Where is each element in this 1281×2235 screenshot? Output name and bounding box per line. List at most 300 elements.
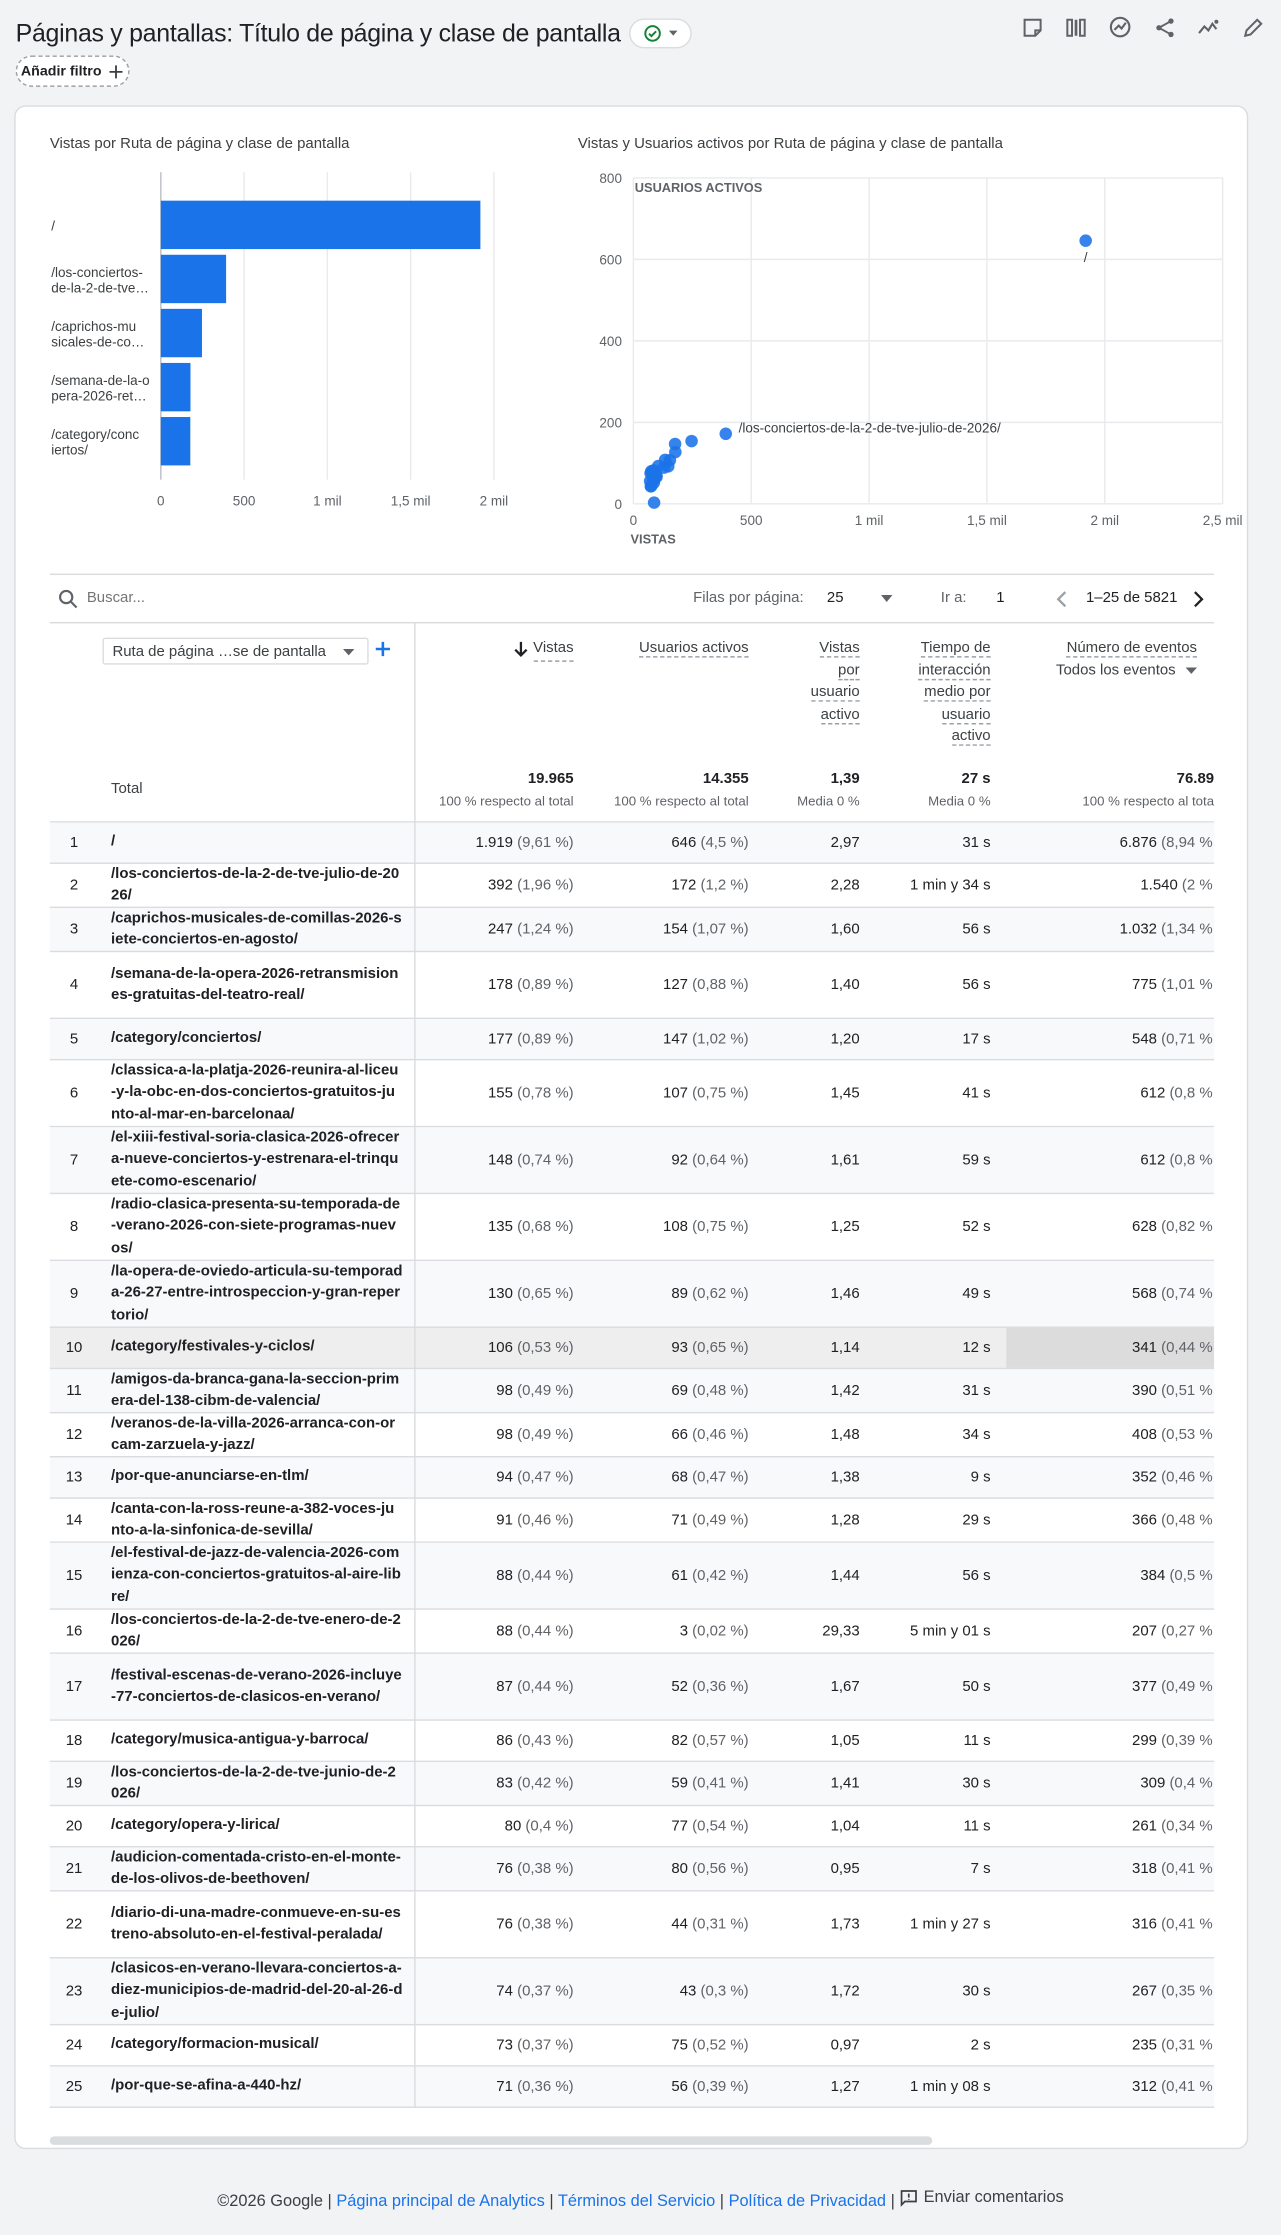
events-cell bbox=[1006, 864, 1214, 907]
users-percent: (0,62 %) bbox=[692, 1285, 749, 1303]
engagement-time-cell: 34 s bbox=[962, 1426, 991, 1444]
events-percent: (0,71 % bbox=[1161, 1030, 1213, 1048]
events-cell bbox=[1006, 952, 1214, 1017]
page-path-link[interactable]: /audicion-comentada-cristo-en-el-monte-de-los-olivos-de-beethoven/ bbox=[111, 1848, 401, 1888]
events-value: 384 bbox=[1140, 1567, 1166, 1585]
bar bbox=[161, 201, 481, 249]
events-cell bbox=[1006, 1457, 1214, 1497]
views-percent: (1,96 %) bbox=[517, 876, 574, 894]
page-path-link[interactable]: /canta-con-la-ross-reune-a-382-voces-junto-a-la-sinfonica-de-sevilla/ bbox=[111, 1499, 395, 1539]
users-percent: (0,31 %) bbox=[692, 1915, 749, 1933]
column-engagement-time[interactable] bbox=[918, 638, 990, 748]
bar bbox=[161, 255, 226, 303]
feedback-label: Enviar comentarios bbox=[923, 2189, 1064, 2207]
events-percent: (0,34 % bbox=[1161, 1817, 1213, 1835]
page-path-link[interactable]: /caprichos-musicales-de-comillas-2026-siete-conciertos-en-agosto/ bbox=[111, 908, 402, 948]
users-cell bbox=[680, 1983, 749, 2000]
table-row[interactable] bbox=[50, 1721, 1214, 1762]
page-path-link[interactable]: /veranos-de-la-villa-2026-arranca-con-orcam-zarzuela-y-jazz/ bbox=[111, 1414, 396, 1454]
users-cell bbox=[671, 1426, 748, 1443]
totals-time bbox=[928, 770, 991, 808]
events-cell bbox=[1006, 1847, 1214, 1890]
rows-per-page-label: Filas por página: bbox=[693, 589, 804, 607]
table-row[interactable] bbox=[50, 864, 1214, 908]
page-path-link[interactable]: /el-xiii-festival-soria-clasica-2026-ofrecera-nueve-conciertos-y-estrenara-el-trinquete-como-escenario/ bbox=[111, 1128, 400, 1190]
users-value: 69 bbox=[671, 1382, 689, 1400]
table-row[interactable] bbox=[50, 1543, 1214, 1610]
caret-down-icon bbox=[667, 27, 678, 38]
column-time-line-5: activo bbox=[951, 727, 991, 745]
users-percent: (0,75 %) bbox=[692, 1084, 749, 1102]
users-cell bbox=[663, 1030, 749, 1047]
views-value: 91 bbox=[496, 1511, 513, 1529]
engagement-time-cell: 56 s bbox=[962, 1567, 991, 1585]
terms-link[interactable]: Términos del Servicio bbox=[557, 2193, 716, 2211]
users-value: 44 bbox=[671, 1915, 689, 1933]
status-dropdown[interactable] bbox=[629, 18, 692, 48]
users-value: 107 bbox=[663, 1084, 689, 1102]
search-input[interactable] bbox=[87, 584, 315, 612]
events-value: 568 bbox=[1132, 1285, 1157, 1303]
table-row[interactable] bbox=[50, 1762, 1214, 1806]
totals-row bbox=[50, 754, 1214, 822]
rows-per-page-select[interactable]: 25 bbox=[826, 589, 844, 607]
y-tick-label: 400 bbox=[599, 333, 622, 349]
users-cell bbox=[663, 1218, 749, 1235]
table-row[interactable] bbox=[50, 1610, 1214, 1654]
goto-page-input[interactable]: 1 bbox=[996, 589, 1005, 607]
users-percent: (0,88 %) bbox=[692, 976, 749, 994]
page-path-link[interactable]: /la-opera-de-oviedo-articula-su-temporada-26-27-entre-introspeccion-y-gran-repertorio/ bbox=[111, 1262, 403, 1324]
views-cell bbox=[496, 1567, 573, 1584]
users-value: 108 bbox=[663, 1218, 689, 1236]
scatter-point bbox=[648, 496, 661, 509]
users-percent: (4,5 %) bbox=[700, 834, 749, 852]
engagement-time-cell: 1 min y 08 s bbox=[910, 2078, 991, 2096]
users-cell bbox=[671, 1775, 748, 1792]
views-percent: (0,78 %) bbox=[517, 1084, 574, 1102]
table-row[interactable] bbox=[50, 2025, 1214, 2066]
bar-category-label: /los-conciertos- bbox=[51, 264, 143, 280]
compare-icon[interactable] bbox=[1065, 16, 1088, 39]
users-value: 89 bbox=[671, 1285, 689, 1303]
table-row[interactable] bbox=[50, 823, 1214, 864]
engagement-time-cell: 17 s bbox=[962, 1030, 991, 1048]
row-index: 14 bbox=[65, 1511, 83, 1529]
add-filter-label: Añadir filtro bbox=[20, 63, 102, 79]
users-value: 75 bbox=[671, 2036, 689, 2054]
events-percent: (0,41 % bbox=[1161, 1915, 1213, 1933]
users-cell bbox=[671, 1732, 748, 1749]
page-path-link[interactable]: /amigos-da-branca-gana-la-seccion-primera-del-138-cibm-de-valencia/ bbox=[111, 1369, 400, 1410]
events-filter-select[interactable] bbox=[1056, 660, 1197, 682]
page-path-link[interactable]: /festival-escenas-de-verano-2026-incluye-77-conciertos-de-clasicos-en-verano/ bbox=[111, 1665, 402, 1706]
x-tick-label: 500 bbox=[232, 493, 256, 509]
views-per-user-cell: 1,48 bbox=[830, 1426, 860, 1444]
users-value: 52 bbox=[671, 1678, 689, 1696]
page-path-link[interactable]: /los-conciertos-de-la-2-de-tve-junio-de-2026/ bbox=[111, 1762, 396, 1802]
x-tick-label: 0 bbox=[157, 493, 165, 509]
views-per-user-cell: 29,33 bbox=[822, 1622, 860, 1640]
users-percent: (1,02 %) bbox=[692, 1030, 749, 1048]
add-filter-button[interactable] bbox=[16, 56, 130, 87]
users-cell bbox=[663, 1085, 749, 1102]
table-row[interactable] bbox=[50, 908, 1214, 952]
users-cell bbox=[671, 1916, 748, 1933]
check-circle-icon bbox=[643, 23, 662, 42]
row-index: 22 bbox=[65, 1915, 83, 1933]
dimension-select[interactable] bbox=[102, 638, 368, 665]
users-percent: (0,48 %) bbox=[692, 1382, 749, 1400]
views-value: 177 bbox=[487, 1030, 513, 1048]
row-index: 4 bbox=[69, 976, 79, 994]
users-cell bbox=[671, 1469, 748, 1486]
page-path-link[interactable]: /category/conciertos/ bbox=[111, 1029, 262, 1047]
events-cell bbox=[1006, 2067, 1214, 2107]
table-row[interactable] bbox=[50, 1892, 1214, 1959]
page-path-link[interactable]: /category/musica-antigua-y-barroca/ bbox=[111, 1731, 369, 1749]
users-cell bbox=[671, 1818, 748, 1835]
views-percent: (0,38 %) bbox=[517, 1860, 574, 1878]
users-cell bbox=[671, 877, 748, 894]
users-percent: (0,57 %) bbox=[692, 1732, 749, 1750]
engagement-time-cell: 1 min y 27 s bbox=[910, 1915, 991, 1933]
row-index: 12 bbox=[65, 1426, 83, 1444]
feedback-button[interactable] bbox=[899, 2189, 1063, 2206]
page-path-link[interactable]: /el-festival-de-jazz-de-valencia-2026-comienza-con-conciertos-gratuitos-al-aire-libre/ bbox=[111, 1543, 401, 1606]
table-row[interactable] bbox=[50, 1328, 1214, 1369]
scatter-point bbox=[644, 475, 657, 488]
events-percent: (1,34 % bbox=[1161, 920, 1213, 938]
views-value: 88 bbox=[496, 1622, 513, 1640]
users-percent: (0,64 %) bbox=[692, 1151, 749, 1169]
events-cell bbox=[1006, 2025, 1214, 2065]
events-percent: (0,31 % bbox=[1161, 2036, 1213, 2054]
column-active-users[interactable] bbox=[639, 638, 749, 660]
events-value: 316 bbox=[1132, 1915, 1157, 1933]
views-per-user-cell: 1,60 bbox=[830, 920, 860, 938]
users-percent: (0,54 %) bbox=[692, 1817, 749, 1835]
page-path-link[interactable]: /por-que-se-afina-a-440-hz/ bbox=[111, 2076, 302, 2095]
views-percent: (9,61 %) bbox=[517, 834, 574, 852]
column-time-line-2: interacción bbox=[918, 661, 991, 679]
caret-down-icon bbox=[343, 649, 354, 656]
users-cell bbox=[671, 1567, 748, 1584]
page-path-link[interactable]: /radio-clasica-presenta-su-temporada-de-verano-2026-con-siete-programas-nuevos/ bbox=[111, 1195, 401, 1257]
events-percent: (0,27 % bbox=[1161, 1622, 1213, 1640]
events-value: 352 bbox=[1132, 1468, 1157, 1486]
views-cell bbox=[496, 2037, 573, 2054]
row-index: 13 bbox=[65, 1468, 83, 1486]
x-tick-label: 2,5 mil bbox=[1202, 513, 1243, 529]
views-per-user-cell: 1,67 bbox=[830, 1678, 860, 1696]
views-percent: (0,4 %) bbox=[525, 1817, 574, 1835]
table-row[interactable] bbox=[50, 2067, 1214, 2108]
dimension-label: Ruta de página …se de pantalla bbox=[112, 642, 326, 660]
page-path-link[interactable]: /category/formacion-musical/ bbox=[111, 2035, 319, 2053]
privacy-link[interactable]: Política de Privacidad bbox=[728, 2193, 887, 2211]
bar bbox=[161, 363, 191, 411]
column-events-label: Número de eventos bbox=[1066, 639, 1197, 657]
row-index: 8 bbox=[69, 1218, 79, 1236]
views-value: 106 bbox=[487, 1339, 513, 1357]
bar-category-label: /semana-de-la-o bbox=[51, 373, 150, 389]
insights-icon[interactable] bbox=[1109, 16, 1132, 39]
views-value: 94 bbox=[496, 1468, 513, 1486]
views-cell bbox=[488, 1030, 574, 1047]
views-percent: (0,47 %) bbox=[517, 1468, 574, 1486]
y-tick-label: 0 bbox=[614, 496, 622, 512]
events-value: 1.032 bbox=[1119, 920, 1157, 938]
events-cell bbox=[1006, 1762, 1214, 1805]
users-value: 80 bbox=[671, 1860, 689, 1878]
views-per-user-cell: 0,95 bbox=[830, 1860, 860, 1878]
caret-down-icon bbox=[1186, 667, 1197, 674]
bar-category-label: /category/conc bbox=[51, 427, 140, 443]
trend-icon[interactable] bbox=[1197, 16, 1220, 39]
views-per-user-cell: 1,14 bbox=[830, 1339, 860, 1357]
chevron-right-icon[interactable] bbox=[1193, 591, 1204, 608]
table-row[interactable] bbox=[50, 1261, 1214, 1328]
users-cell bbox=[671, 1678, 748, 1695]
views-value: 86 bbox=[496, 1732, 513, 1750]
table-row[interactable] bbox=[50, 1194, 1214, 1261]
column-ratio-line-3: usuario bbox=[810, 683, 860, 701]
totals-ratio-sub: Media 0 % bbox=[797, 794, 860, 809]
users-cell bbox=[671, 1860, 748, 1877]
events-percent: (0,74 % bbox=[1161, 1285, 1213, 1303]
engagement-time-cell: 59 s bbox=[962, 1151, 991, 1169]
analytics-home-link[interactable]: Página principal de Analytics bbox=[336, 2193, 545, 2211]
x-tick-label: 500 bbox=[739, 513, 763, 529]
users-value: 68 bbox=[671, 1468, 689, 1486]
views-value: 148 bbox=[487, 1151, 513, 1169]
bar-category-label: de-la-2-de-tve… bbox=[51, 280, 149, 296]
events-filter-label: Todos los eventos bbox=[1055, 661, 1176, 679]
users-value: 3 bbox=[679, 1622, 689, 1640]
table-row[interactable] bbox=[50, 1847, 1214, 1891]
users-cell bbox=[671, 1285, 748, 1302]
x-tick-label: 2 mil bbox=[479, 493, 509, 509]
row-index: 15 bbox=[65, 1567, 83, 1585]
users-value: 127 bbox=[663, 976, 689, 994]
engagement-time-cell: 52 s bbox=[962, 1218, 991, 1236]
row-index: 10 bbox=[65, 1339, 83, 1357]
views-cell bbox=[496, 2078, 573, 2095]
row-index: 21 bbox=[65, 1860, 83, 1878]
views-per-user-cell: 1,27 bbox=[830, 2078, 860, 2096]
footer bbox=[0, 2189, 1281, 2210]
engagement-time-cell: 9 s bbox=[970, 1468, 991, 1486]
row-index: 19 bbox=[65, 1774, 83, 1792]
users-percent: (0,49 %) bbox=[692, 1511, 749, 1529]
views-percent: (0,44 %) bbox=[517, 1622, 574, 1640]
users-value: 172 bbox=[671, 876, 697, 894]
page-path-link[interactable]: /category/festivales-y-ciclos/ bbox=[111, 1338, 315, 1356]
report-card bbox=[14, 105, 1248, 2149]
column-views-per-user[interactable] bbox=[811, 638, 860, 726]
engagement-time-cell: 7 s bbox=[970, 1860, 991, 1878]
events-cell bbox=[1006, 1721, 1214, 1761]
views-percent: (0,36 %) bbox=[517, 2078, 574, 2096]
users-value: 71 bbox=[671, 1511, 689, 1529]
table-row[interactable] bbox=[50, 1369, 1214, 1413]
engagement-time-cell: 31 s bbox=[962, 834, 991, 852]
column-event-count[interactable] bbox=[1056, 638, 1197, 682]
totals-time-value: 27 s bbox=[961, 770, 991, 788]
bar-category-label: iertos/ bbox=[51, 442, 89, 458]
footer-separator: | bbox=[549, 2193, 554, 2211]
events-value: 6.876 bbox=[1119, 834, 1157, 852]
users-percent: (0,56 %) bbox=[692, 1860, 749, 1878]
engagement-time-cell: 56 s bbox=[962, 976, 991, 994]
users-percent: (0,47 %) bbox=[692, 1468, 749, 1486]
views-per-user-cell: 1,46 bbox=[830, 1285, 860, 1303]
scatter-point bbox=[669, 438, 682, 451]
column-views[interactable] bbox=[513, 638, 573, 661]
views-per-user-cell: 1,20 bbox=[830, 1030, 860, 1048]
events-cell bbox=[1006, 1369, 1214, 1412]
x-tick-label: 1,5 mil bbox=[390, 493, 431, 509]
views-cell bbox=[488, 1218, 574, 1235]
row-index: 6 bbox=[69, 1084, 79, 1102]
add-dimension-icon[interactable] bbox=[374, 640, 391, 657]
users-value: 77 bbox=[671, 1817, 689, 1835]
events-cell bbox=[1006, 1543, 1214, 1608]
page-path-link[interactable]: /diario-di-una-madre-conmueve-en-su-estreno-absoluto-en-el-festival-peralada/ bbox=[111, 1903, 401, 1943]
views-cell bbox=[488, 1085, 574, 1102]
page-path-link[interactable]: /los-conciertos-de-la-2-de-tve-enero-de-2026/ bbox=[111, 1610, 401, 1650]
column-ratio-line-1: Vistas bbox=[819, 639, 860, 657]
horizontal-scrollbar[interactable] bbox=[50, 2136, 932, 2145]
table-row[interactable] bbox=[50, 1060, 1214, 1127]
column-users-label: Usuarios activos bbox=[639, 639, 749, 657]
events-cell bbox=[1006, 1654, 1214, 1719]
table-row[interactable] bbox=[50, 952, 1214, 1019]
views-per-user-cell: 1,44 bbox=[830, 1567, 860, 1585]
events-cell bbox=[1006, 1328, 1214, 1368]
views-value: 247 bbox=[487, 920, 513, 938]
bar bbox=[161, 417, 190, 465]
table-row[interactable] bbox=[50, 1654, 1214, 1721]
goto-label: Ir a: bbox=[940, 589, 967, 607]
events-value: 548 bbox=[1132, 1030, 1157, 1048]
report-toolbar bbox=[1021, 16, 1264, 39]
totals-users-sub: 100 % respecto al total bbox=[614, 794, 749, 809]
views-cell bbox=[496, 1623, 573, 1640]
page-path-link[interactable]: /classica-a-la-platja-2026-reunira-al-liceu-y-la-obc-en-dos-conciertos-gratuitos-junto-al-mar-en-barcelonaa/ bbox=[111, 1061, 399, 1123]
note-icon[interactable] bbox=[1021, 16, 1044, 39]
column-views-label: Vistas bbox=[533, 638, 573, 661]
views-value: 87 bbox=[496, 1678, 513, 1696]
views-percent: (0,49 %) bbox=[517, 1426, 574, 1444]
scatter-chart-title: Vistas y Usuarios activos por Ruta de página y clase de pantalla bbox=[577, 135, 1003, 153]
views-cell bbox=[496, 1860, 573, 1877]
events-percent: (0,51 % bbox=[1161, 1382, 1213, 1400]
table-row[interactable] bbox=[50, 1127, 1214, 1194]
views-value: 83 bbox=[496, 1774, 513, 1792]
page-path-link[interactable]: /category/opera-y-lirica/ bbox=[111, 1816, 280, 1834]
table-row[interactable] bbox=[50, 1413, 1214, 1457]
users-value: 61 bbox=[671, 1567, 689, 1585]
events-cell bbox=[1006, 1892, 1214, 1957]
events-cell bbox=[1006, 1261, 1214, 1326]
page-path-link[interactable]: /semana-de-la-opera-2026-retransmisiones-gratuitas-del-teatro-real/ bbox=[111, 964, 399, 1004]
users-value: 646 bbox=[671, 834, 697, 852]
chevron-left-icon[interactable] bbox=[1056, 591, 1067, 608]
events-cell bbox=[1006, 1060, 1214, 1125]
views-value: 130 bbox=[487, 1285, 513, 1303]
y-tick-label: 200 bbox=[599, 415, 622, 431]
table-row[interactable] bbox=[50, 1457, 1214, 1498]
column-divider bbox=[414, 622, 415, 2107]
users-cell bbox=[663, 921, 749, 938]
users-percent: (0,52 %) bbox=[692, 2036, 749, 2054]
views-cell bbox=[496, 1678, 573, 1695]
row-index: 25 bbox=[65, 2078, 83, 2096]
table-row[interactable] bbox=[50, 1019, 1214, 1060]
users-value: 66 bbox=[671, 1426, 689, 1444]
engagement-time-cell: 2 s bbox=[970, 2036, 991, 2054]
views-cell bbox=[505, 1818, 574, 1835]
table-row[interactable] bbox=[50, 1958, 1214, 2025]
events-cell bbox=[1006, 1194, 1214, 1259]
events-value: 299 bbox=[1132, 1732, 1157, 1750]
events-value: 309 bbox=[1140, 1774, 1166, 1792]
users-percent: (0,75 %) bbox=[692, 1218, 749, 1236]
page-path-link[interactable]: /clasicos-en-verano-llevara-conciertos-a-diez-municipios-de-madrid-del-20-al-26-de-julio/ bbox=[111, 1959, 403, 2021]
page-path-link[interactable]: / bbox=[111, 832, 116, 851]
views-percent: (0,65 %) bbox=[517, 1285, 574, 1303]
page-path-link[interactable]: /por-que-anunciarse-en-tlm/ bbox=[111, 1467, 309, 1485]
table-row[interactable] bbox=[50, 1499, 1214, 1543]
report-header bbox=[16, 16, 692, 50]
views-value: 1.919 bbox=[475, 834, 513, 852]
users-value: 56 bbox=[671, 2078, 689, 2096]
users-cell bbox=[671, 1512, 748, 1529]
events-cell bbox=[1006, 1610, 1214, 1653]
events-value: 628 bbox=[1132, 1218, 1157, 1236]
share-icon[interactable] bbox=[1153, 16, 1176, 39]
views-percent: (0,44 %) bbox=[517, 1567, 574, 1585]
users-percent: (0,65 %) bbox=[692, 1339, 749, 1357]
y-tick-label: 800 bbox=[599, 170, 622, 186]
events-percent: (0,4 % bbox=[1169, 1774, 1213, 1792]
scatter-point bbox=[685, 435, 698, 448]
totals-ratio-value: 1,39 bbox=[830, 770, 860, 788]
views-per-user-cell: 1,05 bbox=[830, 1732, 860, 1750]
views-per-user-cell: 2,97 bbox=[830, 834, 860, 852]
views-cell bbox=[496, 1775, 573, 1792]
scatter-chart bbox=[571, 164, 1243, 548]
users-percent: (0,46 %) bbox=[692, 1426, 749, 1444]
views-percent: (0,49 %) bbox=[517, 1382, 574, 1400]
users-value: 154 bbox=[663, 920, 689, 938]
views-per-user-cell: 1,28 bbox=[830, 1511, 860, 1529]
views-cell bbox=[496, 1983, 573, 2000]
events-value: 377 bbox=[1132, 1678, 1157, 1696]
page-path-link[interactable]: /los-conciertos-de-la-2-de-tve-julio-de-2026/ bbox=[111, 864, 400, 904]
caret-down-icon[interactable] bbox=[881, 595, 892, 604]
totals-views-sub: 100 % respecto al total bbox=[438, 794, 574, 809]
table-row[interactable] bbox=[50, 1806, 1214, 1847]
views-cell bbox=[496, 1469, 573, 1486]
edit-icon[interactable] bbox=[1241, 16, 1264, 39]
row-index: 5 bbox=[69, 1030, 79, 1048]
bar-chart bbox=[44, 164, 535, 520]
x-tick-label: 1,5 mil bbox=[967, 513, 1007, 529]
users-percent: (0,42 %) bbox=[692, 1567, 749, 1585]
